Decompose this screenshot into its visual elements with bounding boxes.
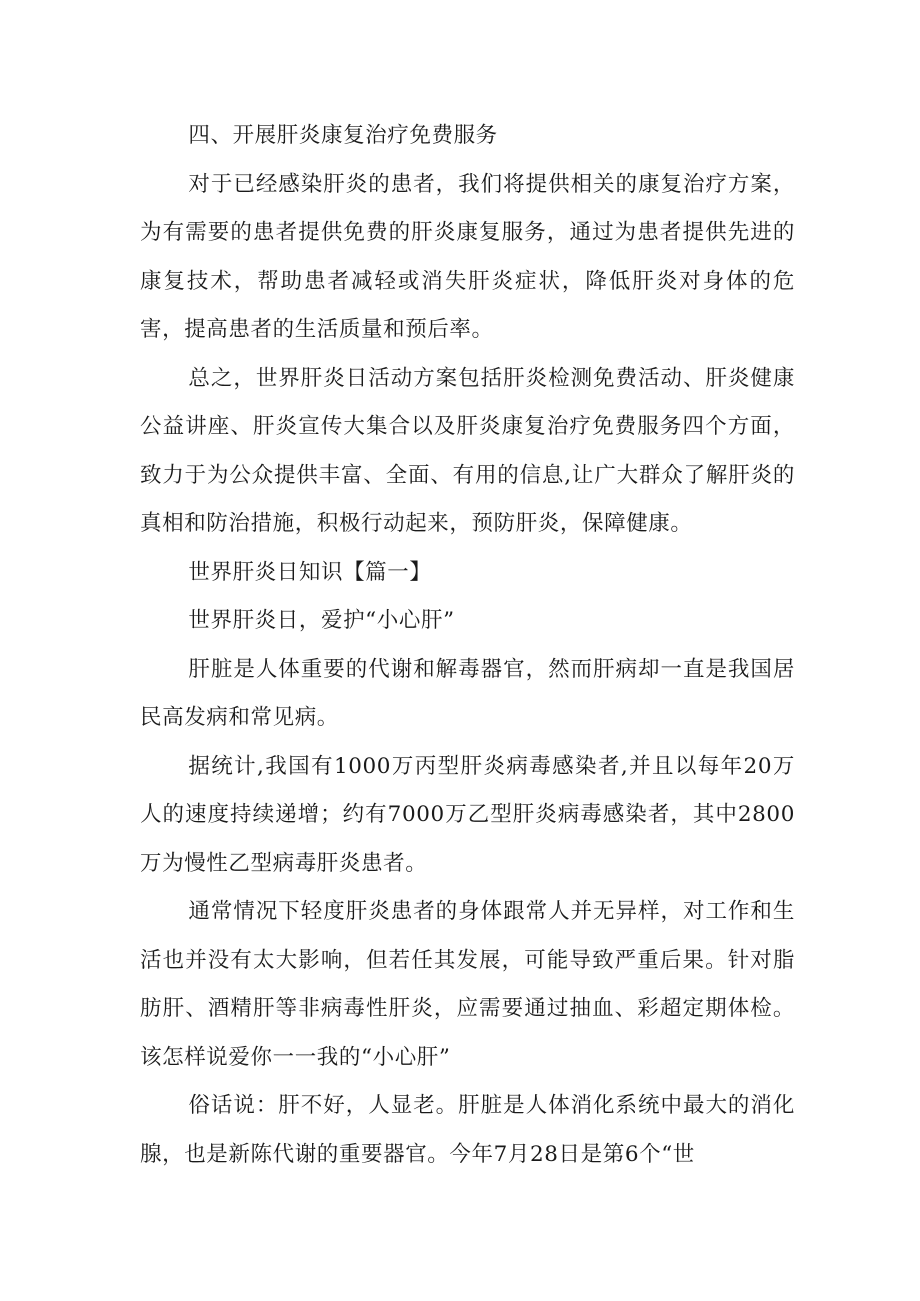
paragraph-rehab-service: 对于已经感染肝炎的患者，我们将提供相关的康复治疗方案，为有需要的患者提供免费的肝炎康复服务，通过为患者提供先进的康复技术，帮助患者减轻或消失肝炎症状，降低肝炎对身体的危害，提高患者的生活质量和预后率。: [140, 171, 795, 342]
paragraph-summary: 总之，世界肝炎日活动方案包括肝炎检测免费活动、肝炎健康公益讲座、肝炎宣传大集合以及肝炎康复治疗免费服务四个方面，致力于为公众提供丰富、全面、有用的信息,让广大群众了解肝炎的真相和防治措施，积极行动起来，预防肝炎，保障健康。: [140, 365, 795, 536]
paragraph-proverb: 俗话说：肝不好，人显老。肝脏是人体消化系统中最大的消化腺，也是新陈代谢的重要器官。今年7月28日是第6个“世: [140, 1093, 795, 1167]
paragraph-statistics: 据统计,我国有1000万丙型肝炎病毒感染者,并且以每年20万人的速度持续递增；约有7000万乙型肝炎病毒感染者，其中2800万为慢性乙型病毒肝炎患者。: [140, 753, 795, 876]
paragraph-mild-hepatitis: 通常情况下轻度肝炎患者的身体跟常人并无异样，对工作和生活也并没有太大影响，但若任其发展，可能导致严重后果。针对脂肪肝、酒精肝等非病毒性肝炎，应需要通过抽血、彩超定期体检。该怎样说爱你一一我的“小心肝”: [140, 899, 795, 1070]
article-title: 世界肝炎日知识【篇一】: [188, 559, 432, 585]
document-body: [140, 112, 795, 1179]
article-subtitle: 世界肝炎日，爱护“小心肝”: [188, 608, 455, 633]
section-heading: 四、开展肝炎康复治疗免费服务: [188, 123, 498, 148]
paragraph-liver-intro: 肝脏是人体重要的代谢和解毒器官，然而肝病却一直是我国居民高发病和常见病。: [140, 656, 795, 730]
